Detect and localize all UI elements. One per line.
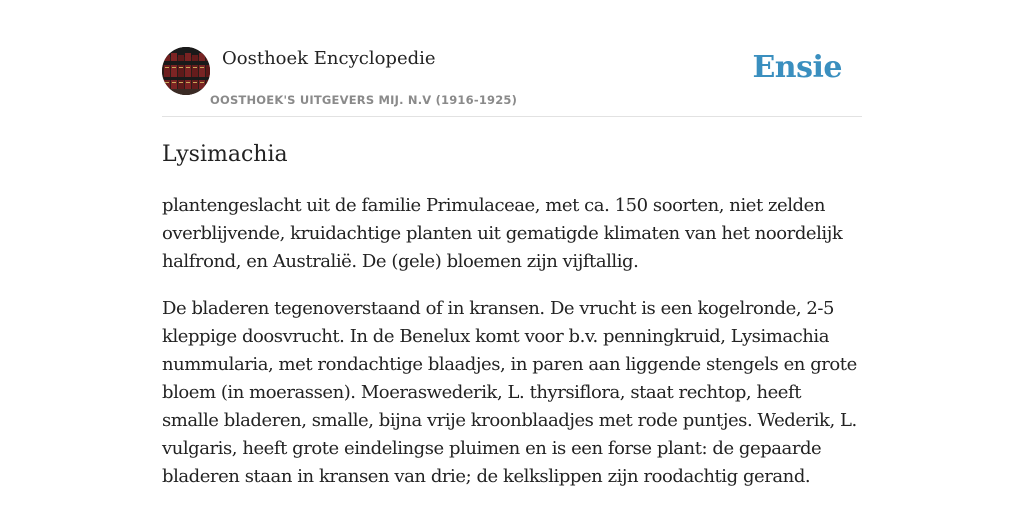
source-header [162, 0, 862, 117]
article-title: Lysimachia [162, 142, 288, 167]
encyclopedia-books-icon[interactable] [162, 47, 210, 95]
brand-logo[interactable]: Ensie [752, 50, 842, 85]
source-name[interactable]: Oosthoek Encyclopedie [222, 48, 436, 69]
article-paragraph: De bladeren tegenoverstaand of in kransen. De vrucht is een kogelronde, 2-5 kleppige doosvrucht. In de Benelux komt voor b.v. penningkruid, Lysimachia nummularia, met rondachtige blaadjes, in paren aan liggende stengels en grote bloem (in moerassen). Moeraswederik, L. thyrsiflora, staat rechtop, heeft smalle bladeren, smalle, bijna vrije kroonblaadjes met rode puntjes. Wederik, L. vulgaris, heeft grote eindelingse pluimen en is een forse plant: de gepaarde bladeren staan in kransen van drie; de kelkslippen zijn roodachtig gerand. [162, 298, 857, 487]
publisher-label: OOSTHOEK'S UITGEVERS MIJ. N.V (1916-1925) [210, 93, 518, 107]
article-page [162, 0, 862, 487]
article-paragraph: plantengeslacht uit de familie Primulaceae, met ca. 150 soorten, niet zelden overblijvende, kruidachtige planten uit gematigde klimaten van het noordelijk halfrond, en Australië. De (gele) bloemen zijn vijftallig. [162, 195, 843, 272]
